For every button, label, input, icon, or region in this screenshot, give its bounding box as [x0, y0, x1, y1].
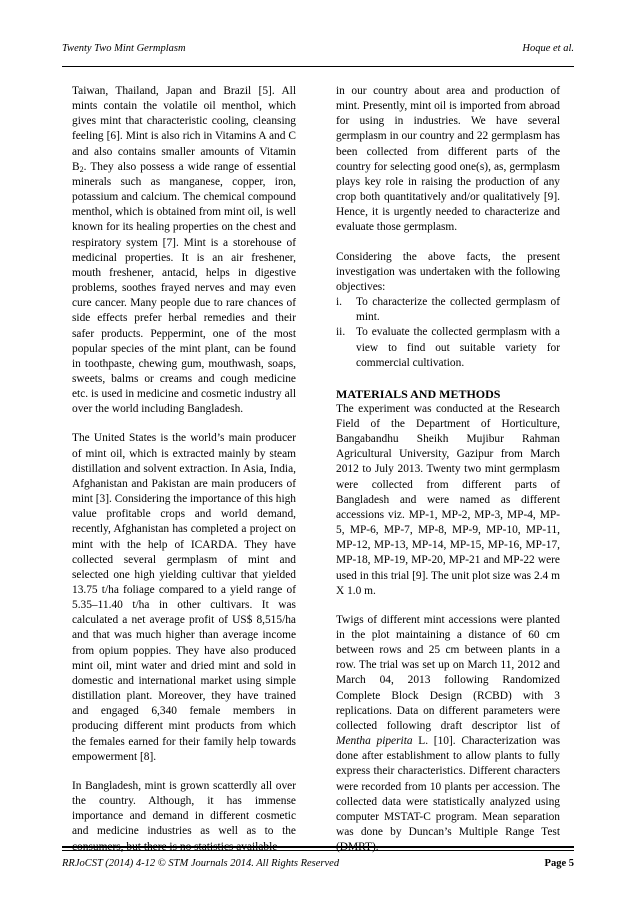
paragraph-germplasm-need: in our country about area and production of mint. Presently, mint oil is imported from abroad for using in industries. We have several germplasm in our country and 22 germplasm has been collected from different parts of the country for selecting good one(s), as, germplasm plays key role in raising the production of any crop both quantitatively and/or qualitatively [9]. Hence, it is urgently needed to characterize and evaluate those germplasm.	[336, 85, 560, 234]
paragraph-experiment-site: The experiment was conducted at the Research Field of the Department of Horticulture, Bangabandhu Sheikh Mujibur Rahman Agricultural University, Gazipur from March 2012 to July 2013. Twenty two mint germplasm were collected from different parts of Bangladesh and were named as different accessions viz. MP-1, MP-2, MP-3, MP-4, MP-5, MP-6, MP-7, MP-8, MP-9, MP-10, MP-11, MP-12, MP-13, MP-14, MP-15, MP-16, MP-17, MP-18, MP-19, MP-20, MP-21 and MP-22 were used in this trial [9]. The unit plot size was 2.4 m X 1.0 m.	[336, 402, 560, 597]
species-name: Mentha piperita	[336, 735, 413, 748]
list-item	[336, 325, 560, 370]
header-rule	[62, 66, 574, 67]
paragraph-text: . They also possess a wide range of essential minerals such as manganese, copper, iron, potassium and calcium. The chemical compound menthol, which is obtained from mint oil, is well known for its healing properties on the chest and respiratory system [7]. Mint is a storehouse of medicinal properties. It is an air freshener, mouth freshener, antacid, helps in digestive problems, soothes frayed nerves and may even cure cancer. Many people due to rare chances of side effects prefer herbal remedies and their safer products. Peppermint, one of the most popular species of the mint plant, can be found in toothpaste, chewing gum, mouthwash, soaps, sweets, balms or creams and cough medicine etc. is used in medicine and cosmetic industry all over the world including Bangladesh.	[72, 160, 296, 416]
left-column	[72, 84, 296, 855]
footer-rule-thick	[62, 846, 574, 848]
paragraph-objectives-intro: Considering the above facts, the present investigation was undertaken with the following objectives:	[336, 250, 560, 293]
paragraph-world-production: The United States is the world’s main producer of mint oil, which is extracted mainly by steam distillation and solvent extraction. In Asia, India, Afghanistan and Pakistan are main producers of mint [3]. Considering the importance of this high value profitable crops and world demand, recently, Afghanistan has completed a project on mint with the help of ICARDA. They have collected several germplasm of mint and selected one high yielding cultivar that yielded 13.75 t/ha foliage compared to a yield range of 5.35–11.40 t/ha in other cultivars. It was calculated a net average profit of US$ 8,515/ha and that was much higher than average income from opium poppies. They have also produced mint oil, mint water and dried mint and sold in domestic and international market using simple distillation plant. Moreover, they have trained and engaged 6,340 female members in producing different mint products from which the females earned for their family help towards empowerment [8].	[72, 432, 296, 763]
paragraph-bangladesh: In Bangladesh, mint is grown scatterdly all over the country. Although, it has immense importance and demand in different cosmetic and medicine industries as well as to the consumers, but there is no statistics available	[72, 779, 296, 853]
list-marker: i.	[336, 296, 343, 309]
header-short-title: Twenty Two Mint Germplasm	[62, 43, 186, 54]
paragraph-text: L. [10]. Characterization was done after establishment to allow plants to fully express their characteristics. Different characters were recorded from 10 plants per accession. The collected data were statistically analyzed using computer MSTAT-C program. Mean separation was done by Duncan’s Multiple Range Test (DMRT).	[336, 735, 561, 854]
section-heading: MATERIALS AND METHODS	[336, 386, 501, 401]
right-column	[336, 84, 560, 855]
list-marker: ii.	[336, 326, 346, 339]
objectives-list	[336, 295, 560, 371]
running-header	[62, 43, 574, 57]
paragraph-text: Twigs of different mint accessions were planted in the plot maintaining a distance of 60 cm between rows and 25 cm between plants in a row. The trial was set up on March 11, 2012 and March 04, 2013 following Randomized Complete Block Design (RCBD) with 3 replications. Data on different parameters were collected following draft descriptor list of	[336, 613, 560, 732]
subscript: 2	[79, 164, 84, 174]
paragraph-trial-design	[336, 613, 560, 856]
page-number: Page 5	[544, 858, 574, 869]
page-footer	[62, 858, 574, 872]
footer-copyright: RRJoCST (2014) 4-12 © STM Journals 2014. All Rights Reserved	[62, 858, 340, 869]
header-authors: Hoque et al.	[522, 43, 574, 54]
list-item-text: To evaluate the collected germplasm with a view to find out suitable variety for commercial cultivation.	[356, 326, 560, 369]
paragraph-text: Taiwan, Thailand, Japan and Brazil [5]. All mints contain the volatile oil menthol, which gives mint that characteristic cooling, cleansing feeling [6]. Mint is also rich in Vitamins A and C and also contains smaller amounts of Vitamin B	[72, 85, 296, 173]
paragraph-mint-properties	[72, 84, 296, 417]
footer-rule-thin	[62, 850, 574, 851]
list-item	[336, 295, 560, 325]
list-item-text: To characterize the collected germplasm of mint.	[356, 296, 560, 324]
